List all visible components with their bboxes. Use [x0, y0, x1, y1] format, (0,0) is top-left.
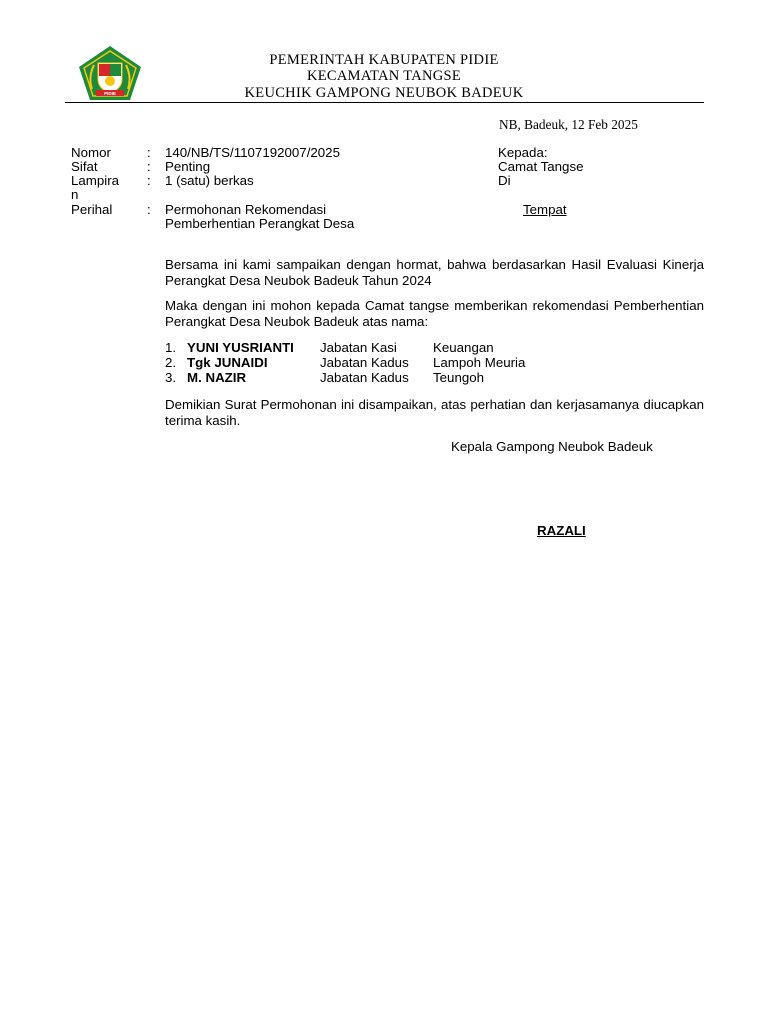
perihal-value-1: Permohonan Rekomendasi — [165, 202, 327, 217]
list-item-1-unit: Keuangan — [433, 340, 494, 355]
recipient-place: Tempat — [523, 202, 567, 217]
list-item-2-number: 2. — [165, 355, 177, 370]
sifat-value: Penting — [165, 159, 211, 174]
list-item-2-job: Jabatan Kadus — [320, 355, 409, 370]
list-item-3-unit: Teungoh — [433, 370, 485, 385]
sifat-colon: : — [147, 159, 151, 174]
list-item-3-job: Jabatan Kadus — [320, 370, 409, 385]
recipient-line-2: Camat Tangse — [498, 159, 584, 174]
list-item-2-unit: Lampoh Meuria — [433, 355, 526, 370]
perihal-colon: : — [147, 202, 151, 217]
sifat-label: Sifat — [71, 159, 98, 174]
nomor-colon: : — [147, 145, 151, 160]
signature-name — [537, 523, 586, 538]
list-item-3-number: 3. — [165, 370, 177, 385]
lampiran-label-1: Lampira — [71, 173, 120, 188]
body-paragraph-3: Demikian Surat Permohonan ini disampaikan, atas perhatian dan kerjasamanya diucapkan terima kasih. — [165, 397, 704, 428]
list-item-2-name: Tgk JUNAIDI — [187, 355, 268, 370]
logo-ribbon-text: PIDIE — [104, 91, 116, 96]
lampiran-colon: : — [147, 173, 151, 188]
date-line: NB, Badeuk, 12 Feb 2025 — [499, 117, 638, 132]
body-paragraph-2: Maka dengan ini mohon kepada Camat tangse memberikan rekomendasi Pemberhentian Perangkat Desa Neubok Badeuk atas nama: — [165, 298, 704, 329]
recipient-line-4 — [523, 202, 567, 217]
list-item-1-job: Jabatan Kasi — [320, 340, 397, 355]
list-item-3-name: M. NAZIR — [187, 370, 247, 385]
body-paragraph-1: Bersama ini kami sampaikan dengan hormat, bahwa berdasarkan Hasil Evaluasi Kinerja Perangkat Desa Neubok Badeuk Tahun 2024 — [165, 257, 704, 288]
recipient-line-1: Kepada: — [498, 145, 548, 160]
letterhead-line-3: KEUCHIK GAMPONG NEUBOK BADEUK — [244, 85, 524, 101]
list-item-1-number: 1. — [165, 340, 177, 355]
signature-name-text: RAZALI — [537, 523, 586, 538]
lampiran-value: 1 (satu) berkas — [165, 173, 254, 188]
nomor-label: Nomor — [71, 145, 111, 160]
recipient-line-3: Di — [498, 173, 511, 188]
letterhead-divider — [65, 102, 704, 103]
list-item-1-name: YUNI YUSRIANTI — [187, 340, 294, 355]
perihal-value-2: Pemberhentian Perangkat Desa — [165, 216, 355, 231]
letterhead-line-2: KECAMATAN TANGSE — [306, 68, 462, 84]
nomor-value: 140/NB/TS/1107192007/2025 — [165, 145, 340, 160]
letterhead-line-1: PEMERINTAH KABUPATEN PIDIE — [269, 52, 499, 68]
perihal-label: Perihal — [71, 202, 113, 217]
signature-title: Kepala Gampong Neubok Badeuk — [451, 439, 653, 454]
lampiran-label-2: n — [71, 187, 79, 202]
